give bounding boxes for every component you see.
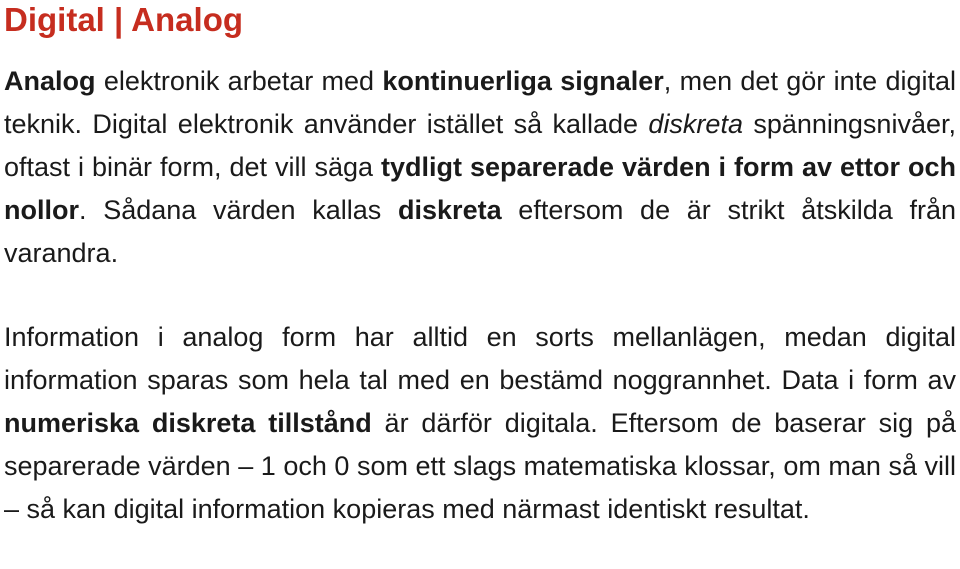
paragraph-information — [4, 316, 956, 531]
text-run: eftersom de är strikt åtskilda från varandra. — [4, 195, 956, 268]
text-run: . Sådana värden kallas — [79, 195, 399, 225]
bold-term-discrete: diskreta — [398, 195, 502, 225]
bold-phrase-numeric-discrete-states: numeriska diskreta tillstånd — [4, 408, 372, 438]
page-title: Digital | Analog — [4, 1, 244, 38]
bold-phrase-separated-values: tydligt separerade värden i form av ettor och nollor — [4, 152, 956, 225]
text-run: Information i analog form har alltid en sorts mellanlägen, medan digital information sparas som hela tal med en bestämd noggrannhet. Data i form av — [4, 322, 956, 395]
text-run: är därför digitala. Eftersom de baserar sig på separerade värden – 1 och 0 som ett slags matematiska klossar, om man så vill – så kan digital information kopieras med närmast identiskt resultat. — [4, 408, 956, 524]
text-run: spänningsnivåer, oftast i binär form, det vill säga — [4, 109, 956, 182]
text-run: elektronik arbetar med — [95, 66, 383, 96]
bold-term-analog: Analog — [4, 66, 96, 96]
text-run: , men det gör inte digital teknik. Digital elektronik använder istället så kallade — [4, 66, 956, 139]
bold-term-continuous-signals: kontinuerliga signaler — [382, 66, 664, 96]
paragraph-analog-digital — [4, 60, 956, 275]
italic-term-discrete: diskreta — [648, 109, 743, 139]
